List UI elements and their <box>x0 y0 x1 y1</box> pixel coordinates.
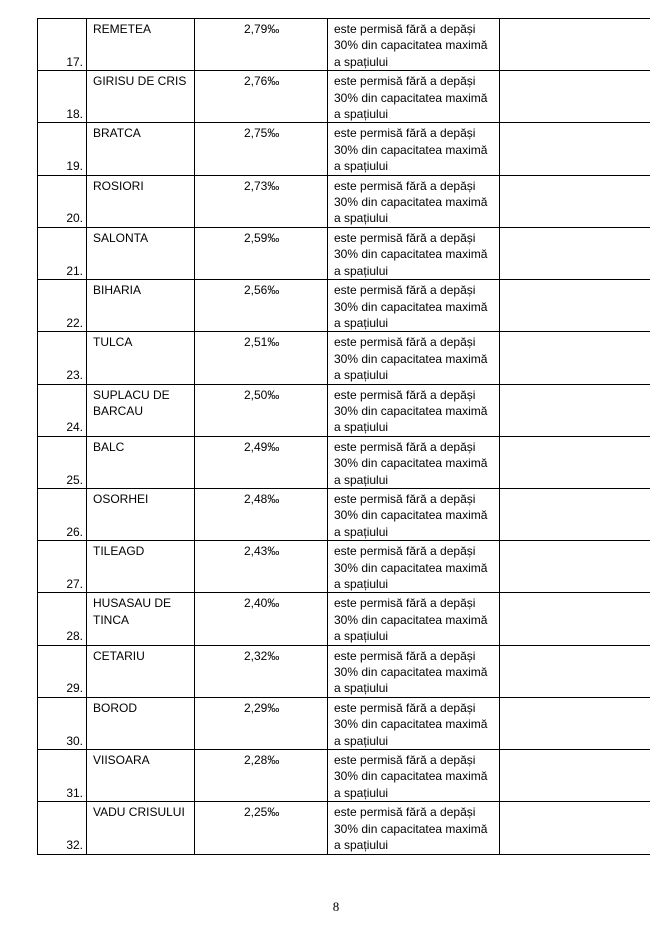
condition-line: a spațiului <box>334 159 389 174</box>
locality-name: TULCA <box>87 332 195 384</box>
empty-cell <box>500 71 650 123</box>
condition-line: a spațiului <box>334 263 389 278</box>
condition-line: 30% din capacitatea maximă <box>334 821 488 836</box>
capacity-condition <box>328 436 500 488</box>
condition-line: este permisă fără a depăși <box>334 753 476 768</box>
condition-line: este permisă fără a depăși <box>334 387 476 402</box>
table-row <box>38 697 650 749</box>
infection-rate: 2,29‰ <box>195 697 328 749</box>
condition-line: este permisă fără a depăși <box>334 544 476 559</box>
table-row <box>38 384 650 436</box>
condition-line: 30% din capacitatea maximă <box>334 299 488 314</box>
row-number: 29. <box>38 645 87 697</box>
condition-line: a spațiului <box>334 107 389 122</box>
table-row <box>38 280 650 332</box>
condition-line: este permisă fără a depăși <box>334 178 476 193</box>
table-row <box>38 19 650 71</box>
row-number: 27. <box>38 541 87 593</box>
infection-rate: 2,73‰ <box>195 175 328 227</box>
condition-line: este permisă fără a depăși <box>334 648 476 663</box>
condition-line: a spațiului <box>334 54 389 69</box>
condition-line: 30% din capacitatea maximă <box>334 403 488 418</box>
row-number: 19. <box>38 123 87 175</box>
table-row <box>38 123 650 175</box>
row-number: 28. <box>38 593 87 645</box>
locality-name: ROSIORI <box>87 175 195 227</box>
locality-name: BIHARIA <box>87 280 195 332</box>
condition-line: a spațiului <box>334 785 389 800</box>
empty-cell <box>500 175 650 227</box>
page-number: 8 <box>332 899 340 914</box>
locality-name: BALC <box>87 436 195 488</box>
infection-rate: 2,40‰ <box>195 593 328 645</box>
empty-cell <box>500 123 650 175</box>
condition-line: a spațiului <box>334 472 389 487</box>
infection-rate: 2,79‰ <box>195 19 328 71</box>
table-row <box>38 488 650 540</box>
row-number: 31. <box>38 750 87 802</box>
condition-line: a spațiului <box>334 420 389 435</box>
locality-name: GIRISU DE CRIS <box>87 71 195 123</box>
table-row <box>38 175 650 227</box>
empty-cell <box>500 280 650 332</box>
locality-name: SUPLACU DE BARCAU <box>87 384 195 436</box>
capacity-condition <box>328 71 500 123</box>
table-row <box>38 227 650 279</box>
row-number: 18. <box>38 71 87 123</box>
empty-cell <box>500 697 650 749</box>
condition-line: 30% din capacitatea maximă <box>334 90 488 105</box>
condition-line: 30% din capacitatea maximă <box>334 456 488 471</box>
infection-rate: 2,49‰ <box>195 436 328 488</box>
row-number: 24. <box>38 384 87 436</box>
capacity-condition <box>328 123 500 175</box>
empty-cell <box>500 541 650 593</box>
infection-rate: 2,56‰ <box>195 280 328 332</box>
capacity-condition <box>328 175 500 227</box>
condition-line: 30% din capacitatea maximă <box>334 769 488 784</box>
condition-line: este permisă fără a depăși <box>334 22 476 36</box>
row-number: 22. <box>38 280 87 332</box>
table-body <box>38 19 650 855</box>
table-row <box>38 436 650 488</box>
table-row <box>38 593 650 645</box>
row-number: 23. <box>38 332 87 384</box>
condition-line: este permisă fără a depăși <box>334 596 476 611</box>
capacity-condition <box>328 541 500 593</box>
capacity-condition <box>328 227 500 279</box>
empty-cell <box>500 227 650 279</box>
condition-line: a spațiului <box>334 838 389 853</box>
capacity-condition <box>328 280 500 332</box>
condition-line: a spațiului <box>334 524 389 539</box>
condition-line: 30% din capacitatea maximă <box>334 195 488 210</box>
condition-line: 30% din capacitatea maximă <box>334 247 488 262</box>
row-number: 25. <box>38 436 87 488</box>
localities-table <box>37 18 650 855</box>
condition-line: este permisă fără a depăși <box>334 126 476 141</box>
row-number: 17. <box>38 19 87 71</box>
condition-line: este permisă fără a depăși <box>334 74 476 89</box>
row-number: 32. <box>38 802 87 854</box>
condition-line: 30% din capacitatea maximă <box>334 351 488 366</box>
empty-cell <box>500 332 650 384</box>
condition-line: 30% din capacitatea maximă <box>334 717 488 732</box>
table-row <box>38 332 650 384</box>
condition-line: a spațiului <box>334 368 389 383</box>
table-row <box>38 541 650 593</box>
infection-rate: 2,50‰ <box>195 384 328 436</box>
row-number: 26. <box>38 488 87 540</box>
infection-rate: 2,32‰ <box>195 645 328 697</box>
condition-line: 30% din capacitatea maximă <box>334 665 488 680</box>
condition-line: este permisă fără a depăși <box>334 805 476 820</box>
table-row <box>38 645 650 697</box>
condition-line: 30% din capacitatea maximă <box>334 508 488 523</box>
table-row <box>38 750 650 802</box>
row-number: 21. <box>38 227 87 279</box>
capacity-condition <box>328 384 500 436</box>
condition-line: a spațiului <box>334 629 389 644</box>
empty-cell <box>500 593 650 645</box>
locality-name: OSORHEI <box>87 488 195 540</box>
condition-line: 30% din capacitatea maximă <box>334 612 488 627</box>
empty-cell <box>500 802 650 854</box>
capacity-condition <box>328 488 500 540</box>
condition-line: a spațiului <box>334 733 389 748</box>
condition-line: este permisă fără a depăși <box>334 335 476 350</box>
condition-line: a spațiului <box>334 315 389 330</box>
row-number: 20. <box>38 175 87 227</box>
capacity-condition <box>328 332 500 384</box>
infection-rate: 2,75‰ <box>195 123 328 175</box>
condition-line: 30% din capacitatea maximă <box>334 38 488 53</box>
capacity-condition <box>328 19 500 71</box>
infection-rate: 2,76‰ <box>195 71 328 123</box>
infection-rate: 2,59‰ <box>195 227 328 279</box>
infection-rate: 2,28‰ <box>195 750 328 802</box>
row-number: 30. <box>38 697 87 749</box>
table-row <box>38 71 650 123</box>
locality-name: HUSASAU DE TINCA <box>87 593 195 645</box>
infection-rate: 2,48‰ <box>195 488 328 540</box>
locality-name: REMETEA <box>87 19 195 71</box>
condition-line: este permisă fără a depăși <box>334 700 476 715</box>
infection-rate: 2,25‰ <box>195 802 328 854</box>
locality-name: CETARIU <box>87 645 195 697</box>
locality-name: BRATCA <box>87 123 195 175</box>
empty-cell <box>500 488 650 540</box>
infection-rate: 2,51‰ <box>195 332 328 384</box>
empty-cell <box>500 19 650 71</box>
condition-line: a spațiului <box>334 681 389 696</box>
locality-name: TILEAGD <box>87 541 195 593</box>
condition-line: a spațiului <box>334 211 389 226</box>
infection-rate: 2,43‰ <box>195 541 328 593</box>
empty-cell <box>500 645 650 697</box>
locality-name: VADU CRISULUI <box>87 802 195 854</box>
capacity-condition <box>328 802 500 854</box>
empty-cell <box>500 436 650 488</box>
condition-line: este permisă fără a depăși <box>334 439 476 454</box>
condition-line: este permisă fără a depăși <box>334 283 476 298</box>
condition-line: 30% din capacitatea maximă <box>334 560 488 575</box>
condition-line: este permisă fără a depăși <box>334 230 476 245</box>
locality-name: BOROD <box>87 697 195 749</box>
table-row <box>38 802 650 854</box>
capacity-condition <box>328 593 500 645</box>
condition-line: 30% din capacitatea maximă <box>334 142 488 157</box>
condition-line: este permisă fără a depăși <box>334 491 476 506</box>
capacity-condition <box>328 645 500 697</box>
condition-line: a spațiului <box>334 577 389 591</box>
locality-name: SALONTA <box>87 227 195 279</box>
capacity-condition <box>328 750 500 802</box>
capacity-condition <box>328 697 500 749</box>
empty-cell <box>500 384 650 436</box>
locality-name: VIISOARA <box>87 750 195 802</box>
empty-cell <box>500 750 650 802</box>
